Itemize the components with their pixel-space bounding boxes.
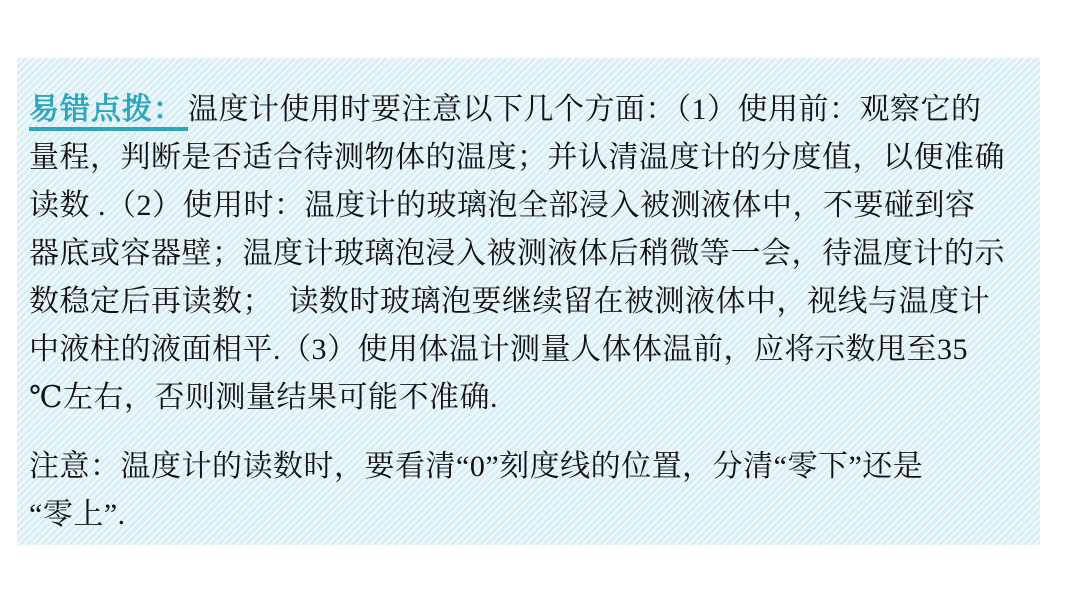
paragraph-note — [29, 443, 1027, 539]
text-line: 量程，判断是否适合待测物体的温度；并认清温度计的分度值，以便准确 — [29, 141, 1005, 174]
text-line-content: 温度计使用时要注意以下几个方面：（1）使用前：观察它的 — [188, 93, 982, 126]
text-line: 读数 .（2）使用时：温度计的玻璃泡全部浸入被测液体中，不要碰到容 — [29, 189, 976, 222]
text-line — [29, 86, 1027, 134]
text-line: 器底或容器壁；温度计玻璃泡浸入被测液体后稍微等一会，待温度计的示 — [29, 237, 1005, 270]
mistake-tip-heading: 易错点拨： — [29, 92, 188, 131]
text-line: ℃左右，否则测量结果可能不准确. — [29, 381, 499, 414]
text-line: 中液柱的液面相平.（3）使用体温计测量人体体温前，应将示数甩至35 — [29, 333, 968, 366]
paragraph-main — [29, 86, 1027, 422]
text-line: “零上”. — [29, 498, 126, 531]
content-panel — [17, 58, 1040, 545]
text-line: 数稳定后再读数； 读数时玻璃泡要继续留在被测液体中，视线与温度计 — [29, 285, 990, 318]
text-line: 注意：温度计的读数时，要看清“0”刻度线的位置，分清“零下”还是 — [29, 450, 924, 483]
